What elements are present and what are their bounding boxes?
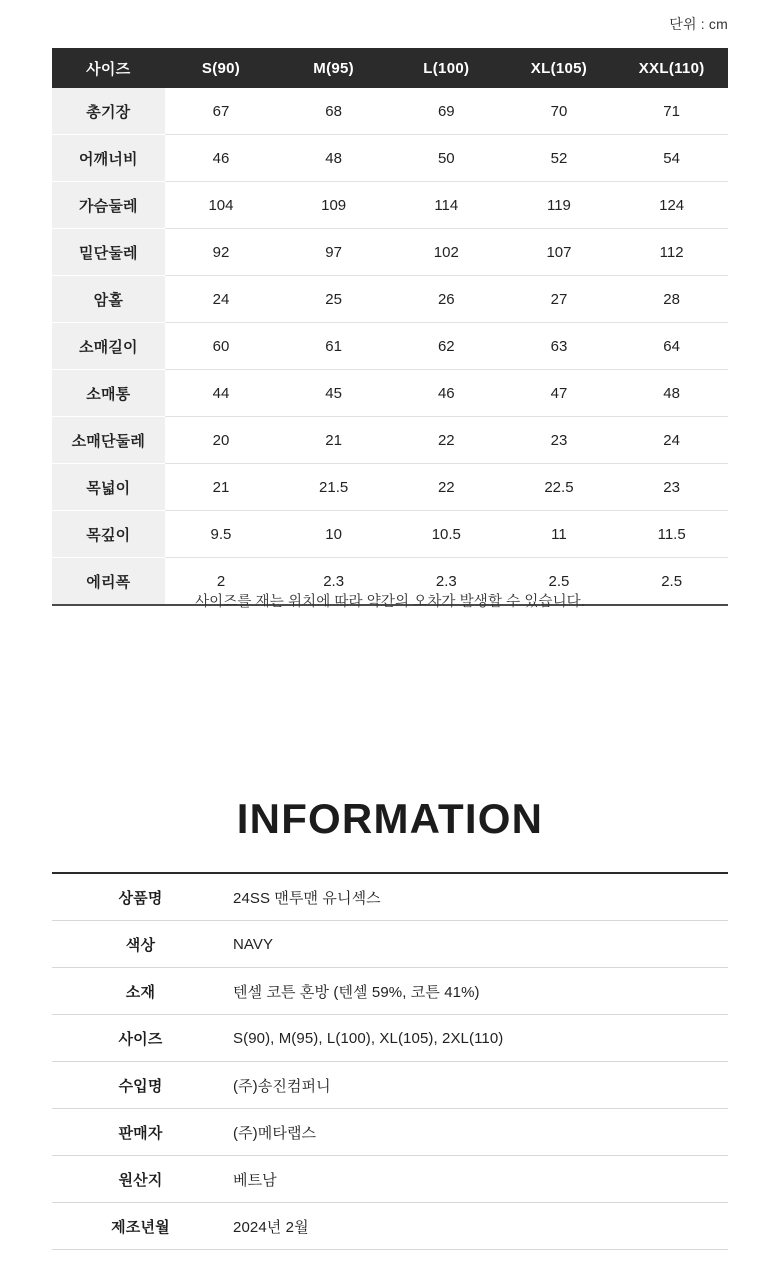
info-row-value: 텐셀 코튼 혼방 (텐셀 59%, 코튼 41%)	[229, 968, 728, 1015]
size-chart-cell: 21	[165, 464, 278, 511]
size-chart-cell: 67	[165, 88, 278, 135]
size-chart-body	[52, 88, 728, 605]
size-chart-cell: 10	[277, 511, 390, 558]
size-chart-cell: 50	[390, 135, 503, 182]
size-chart-cell: 63	[503, 323, 616, 370]
size-chart-cell: 2.3	[390, 558, 503, 606]
size-chart-cell: 27	[503, 276, 616, 323]
size-chart-cell: 97	[277, 229, 390, 276]
size-chart-cell: 64	[615, 323, 728, 370]
size-chart-cell: 60	[165, 323, 278, 370]
size-chart-cell: 119	[503, 182, 616, 229]
size-chart-cell: 2.5	[503, 558, 616, 606]
table-row	[52, 873, 728, 921]
table-row	[52, 370, 728, 417]
size-chart-cell: 45	[277, 370, 390, 417]
size-chart-cell: 52	[503, 135, 616, 182]
info-row-value: (주)송진컴퍼니	[229, 1062, 728, 1109]
info-row-value: 24SS 맨투맨 유니섹스	[229, 873, 728, 921]
size-chart-cell: 92	[165, 229, 278, 276]
size-chart-cell: 11.5	[615, 511, 728, 558]
table-row	[52, 1109, 728, 1156]
info-row-label: 제조년월	[52, 1203, 229, 1250]
size-chart-cell: 54	[615, 135, 728, 182]
size-chart-cell: 10.5	[390, 511, 503, 558]
size-chart-cell: 23	[615, 464, 728, 511]
info-row-label: 판매자	[52, 1109, 229, 1156]
size-chart-cell: 21.5	[277, 464, 390, 511]
table-row	[52, 229, 728, 276]
size-measurement-note: 사이즈를 재는 위치에 따라 약간의 오차가 발생할 수 있습니다.	[195, 594, 585, 610]
size-chart-header-cell: L(100)	[390, 48, 503, 88]
info-row-label: 상품명	[52, 873, 229, 921]
size-chart-cell: 47	[503, 370, 616, 417]
size-chart-row-label: 밑단둘레	[52, 229, 165, 276]
table-row	[52, 323, 728, 370]
size-chart-cell: 20	[165, 417, 278, 464]
info-row-label: 원산지	[52, 1156, 229, 1203]
size-chart-cell: 2.3	[277, 558, 390, 606]
size-chart-cell: 48	[277, 135, 390, 182]
info-row-value: (주)메타랩스	[229, 1109, 728, 1156]
size-chart-cell: 102	[390, 229, 503, 276]
size-chart-row-label: 어깨너비	[52, 135, 165, 182]
size-chart-cell: 71	[615, 88, 728, 135]
info-row-label: 색상	[52, 921, 229, 968]
information-title: INFORMATION	[236, 795, 544, 842]
info-row-label: 사이즈	[52, 1015, 229, 1062]
size-chart-row-label: 총기장	[52, 88, 165, 135]
size-chart-head	[52, 48, 728, 88]
size-chart-header-cell: S(90)	[165, 48, 278, 88]
table-row	[52, 1203, 728, 1250]
size-chart-header-row	[52, 48, 728, 88]
size-chart-cell: 11	[503, 511, 616, 558]
size-chart-header-cell: XXL(110)	[615, 48, 728, 88]
table-row	[52, 417, 728, 464]
size-chart-cell: 24	[165, 276, 278, 323]
size-chart-cell: 2	[165, 558, 278, 606]
info-row-label: 수입명	[52, 1062, 229, 1109]
table-row	[52, 1062, 728, 1109]
size-chart-cell: 68	[277, 88, 390, 135]
size-chart-cell: 70	[503, 88, 616, 135]
info-row-value: NAVY	[229, 921, 728, 968]
information-table-body	[52, 873, 728, 1250]
size-chart-cell: 124	[615, 182, 728, 229]
size-chart-cell: 9.5	[165, 511, 278, 558]
size-chart-cell: 61	[277, 323, 390, 370]
size-chart-cell: 112	[615, 229, 728, 276]
size-chart-header-cell: XL(105)	[503, 48, 616, 88]
size-chart-row-label: 소매통	[52, 370, 165, 417]
size-chart-cell: 26	[390, 276, 503, 323]
table-row	[52, 921, 728, 968]
info-row-value: 2024년 2월	[229, 1203, 728, 1250]
information-table	[52, 872, 728, 1250]
size-chart-cell: 46	[390, 370, 503, 417]
table-row	[52, 1015, 728, 1062]
size-chart-cell: 28	[615, 276, 728, 323]
size-chart-cell: 109	[277, 182, 390, 229]
size-chart-row-label: 목깊이	[52, 511, 165, 558]
size-chart-row-label: 소매길이	[52, 323, 165, 370]
table-row	[52, 135, 728, 182]
size-chart-row-label: 암홀	[52, 276, 165, 323]
size-chart-cell: 22	[390, 464, 503, 511]
table-row	[52, 464, 728, 511]
info-row-value: 베트남	[229, 1156, 728, 1203]
size-chart-cell: 69	[390, 88, 503, 135]
size-chart-cell: 44	[165, 370, 278, 417]
size-chart-cell: 24	[615, 417, 728, 464]
table-row	[52, 182, 728, 229]
size-chart-header-cell: 사이즈	[52, 48, 165, 88]
size-chart-cell: 48	[615, 370, 728, 417]
size-chart-cell: 114	[390, 182, 503, 229]
info-row-label: 소재	[52, 968, 229, 1015]
table-row	[52, 276, 728, 323]
size-chart-cell: 62	[390, 323, 503, 370]
size-chart-table	[52, 48, 728, 606]
size-chart-cell: 25	[277, 276, 390, 323]
table-row	[52, 511, 728, 558]
table-row	[52, 88, 728, 135]
size-chart-cell: 107	[503, 229, 616, 276]
size-chart-row-label: 목넓이	[52, 464, 165, 511]
size-chart-cell: 2.5	[615, 558, 728, 606]
size-chart-cell: 22.5	[503, 464, 616, 511]
size-chart-cell: 23	[503, 417, 616, 464]
size-chart-cell: 104	[165, 182, 278, 229]
size-chart-row-label: 소매단둘레	[52, 417, 165, 464]
size-chart-row-label: 가슴둘레	[52, 182, 165, 229]
information-table-container	[52, 872, 728, 1250]
size-chart-cell: 21	[277, 417, 390, 464]
table-row	[52, 968, 728, 1015]
size-unit-label: 단위 : cm	[669, 16, 728, 32]
info-row-value: S(90), M(95), L(100), XL(105), 2XL(110)	[229, 1015, 728, 1062]
size-chart-cell: 22	[390, 417, 503, 464]
size-chart-header-cell: M(95)	[277, 48, 390, 88]
table-row	[52, 1156, 728, 1203]
size-chart-cell: 46	[165, 135, 278, 182]
size-chart-row-label: 에리폭	[52, 558, 165, 606]
size-chart	[52, 48, 728, 606]
